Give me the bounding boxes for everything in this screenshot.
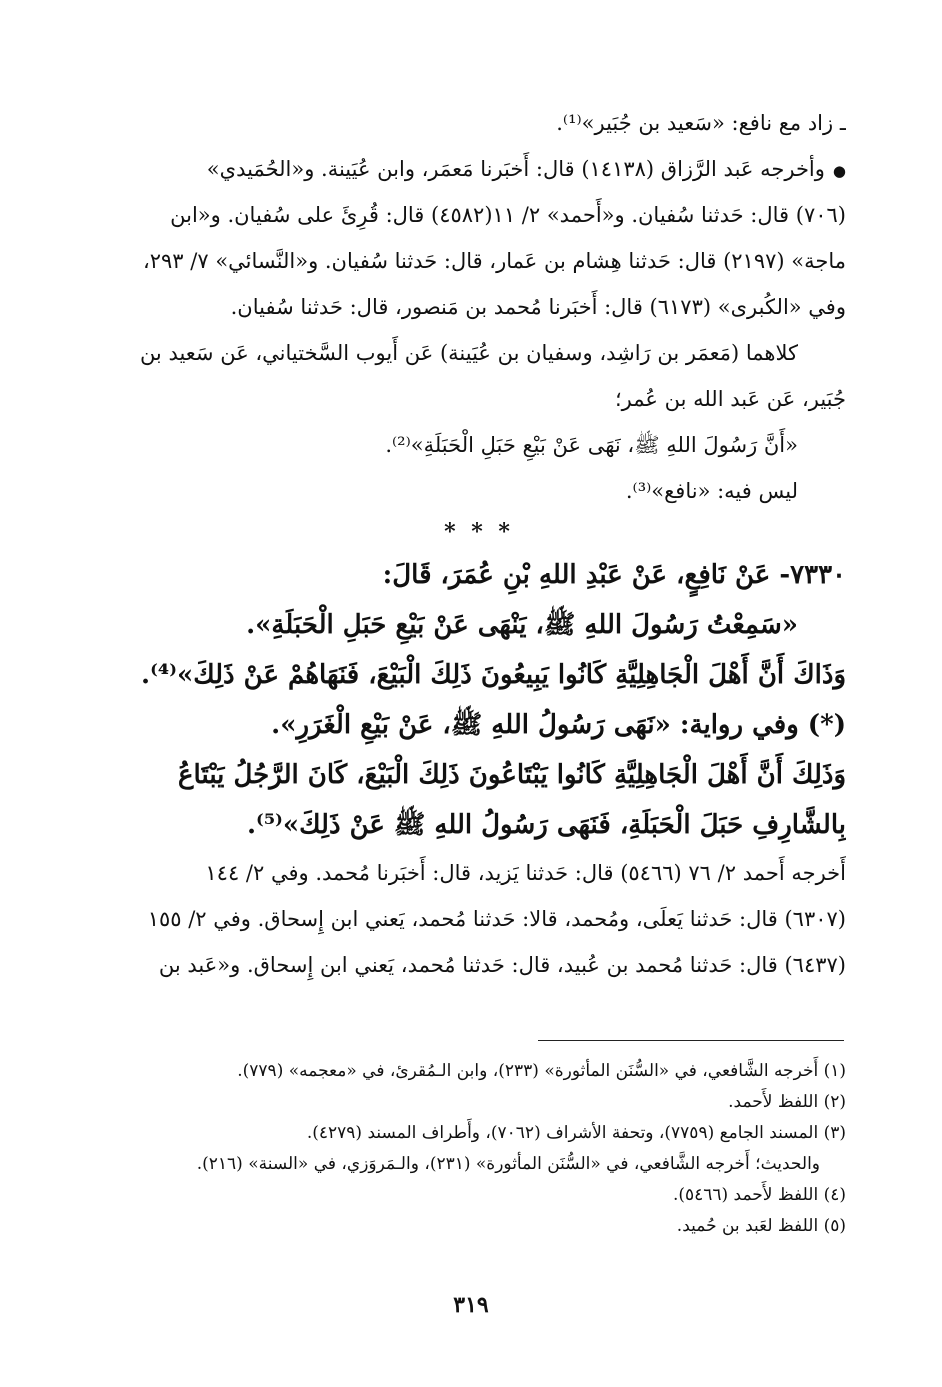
text-line: كلاهما (مَعمَر بن رَاشِد، وسفيان بن عُيَينة) عَن أَيوب السَّختياني، عَن سَعيد بن — [139, 341, 798, 365]
text-line: جُبَير، عَن عَبد الله بن عُمر؛ — [614, 387, 846, 411]
hadith-line: وَذَاكَ أَنَّ أَهْلَ الْجَاهِلِيَّةِ كَانُوا يَبِيعُونَ ذَلِكَ الْبَيْعَ، فَنَهَاهُمْ عَنْ ذَلِكَ»⁽⁴⁾. — [141, 660, 846, 690]
text-line: (٧٠٦) قال: حَدثنا سُفيان. و«أَحمد» ٢/ ١١(٤٥٨٢) قال: قُرِئَ على سُفيان. و«ابن — [170, 203, 846, 227]
hadith-line: «سَمِعْتُ رَسُولَ اللهِ ﷺ، يَنْهَى عَنْ بَيْعِ حَبَلِ الْحَبَلَةِ». — [246, 610, 798, 640]
footnotes — [112, 1056, 846, 1242]
hadith-line: وَذَلِكَ أَنَّ أَهْلَ الْجَاهِلِيَّةِ كَانُوا يَبْتَاعُونَ ذَلِكَ الْبَيْعَ، كَانَ الرَّجُلُ يَبْتَاعُ — [178, 760, 846, 790]
footnote: (٣) المسند الجامع (٧٧٥٩)، وتحفة الأشراف (٧٠٦٢)، وأَطراف المسند (٤٢٧٩). — [306, 1123, 846, 1143]
takhrij-line: (٦٣٠٧) قال: حَدثنا يَعلَى، ومُحمد، قالا: حَدثنا مُحمد، يَعني ابن إِسحاق. وفي ٢/ ١٥٥ — [147, 907, 846, 931]
footnote: والحديث؛ أَخرجه الشَّافعي، في «السُّنَن المأثورة» (٢٣١)، والـمَروَزي، في «السنة» (٢١٦). — [196, 1154, 820, 1174]
footnote-divider — [538, 1040, 844, 1041]
footnote: (١) أَخرجه الشَّافعي، في «السُّنَن المأثورة» (٢٣٣)، وابن الـمُقرئ، في «معجمه» (٧٧٩). — [237, 1061, 846, 1081]
page-body — [112, 100, 846, 988]
hadith-line: ٧٣٣٠- عَنْ نَافِعٍ، عَنْ عَبْدِ اللهِ بْنِ عُمَرَ، قَالَ: — [382, 560, 846, 590]
hadith-line: (*) وفي رواية: «نَهَى رَسُولُ اللهِ ﷺ، عَنْ بَيْعِ الْغَرَرِ». — [271, 710, 846, 740]
hadith-text-line: «أَنَّ رَسُولَ اللهِ ﷺ، نَهَى عَنْ بَيْعِ حَبَلِ الْحَبَلَةِ»⁽²⁾. — [385, 433, 798, 457]
footnote: (٥) اللفظ لعَبد بن حُميد. — [676, 1216, 846, 1236]
hadith-line: بِالشَّارِفِ حَبَلَ الْحَبَلَةِ، فَنَهَى رَسُولُ اللهِ ﷺ عَنْ ذَلِكَ»⁽⁵⁾. — [246, 810, 846, 840]
footnote: (٢) اللفظ لأَحمد. — [728, 1092, 846, 1112]
text-line: ليس فيه: «نافع»⁽³⁾. — [625, 479, 798, 503]
text-line: ● وأخرجه عَبد الرَّزاق (١٤١٣٨) قال: أَخبَرنا مَعمَر، وابن عُيَينة. و«الحُمَيدي» — [112, 146, 846, 192]
text-line: ـ زاد مع نافع: «سَعيد بن جُبَير»⁽¹⁾. — [556, 111, 846, 135]
takhrij-line: (٦٤٣٧) قال: حَدثنا مُحمد بن عُبيد، قال: حَدثنا مُحمد، يَعني ابن إِسحاق. و«عَبد بن — [158, 953, 846, 977]
footnote: (٤) اللفظ لأَحمد (٥٤٦٦). — [672, 1185, 846, 1205]
takhrij-line: أَخرجه أَحمد ٢/ ٧٦ (٥٤٦٦) قال: حَدثنا يَزيد، قال: أَخبَرنا مُحمد. وفي ٢/ ١٤٤ — [205, 861, 846, 885]
text-line: وفي «الكُبرى» (٦١٧٣) قال: أَخبَرنا مُحمد بن مَنصور، قال: حَدثنا سُفيان. — [230, 295, 846, 319]
page-number: ٣١٩ — [453, 1292, 489, 1318]
text-line: ماجة» (٢١٩٧) قال: حَدثنا هِشام بن عَمار، قال: حَدثنا سُفيان. و«النَّسائي» ٧/ ٢٩٣، — [142, 249, 846, 273]
section-separator: * * * — [444, 519, 514, 545]
